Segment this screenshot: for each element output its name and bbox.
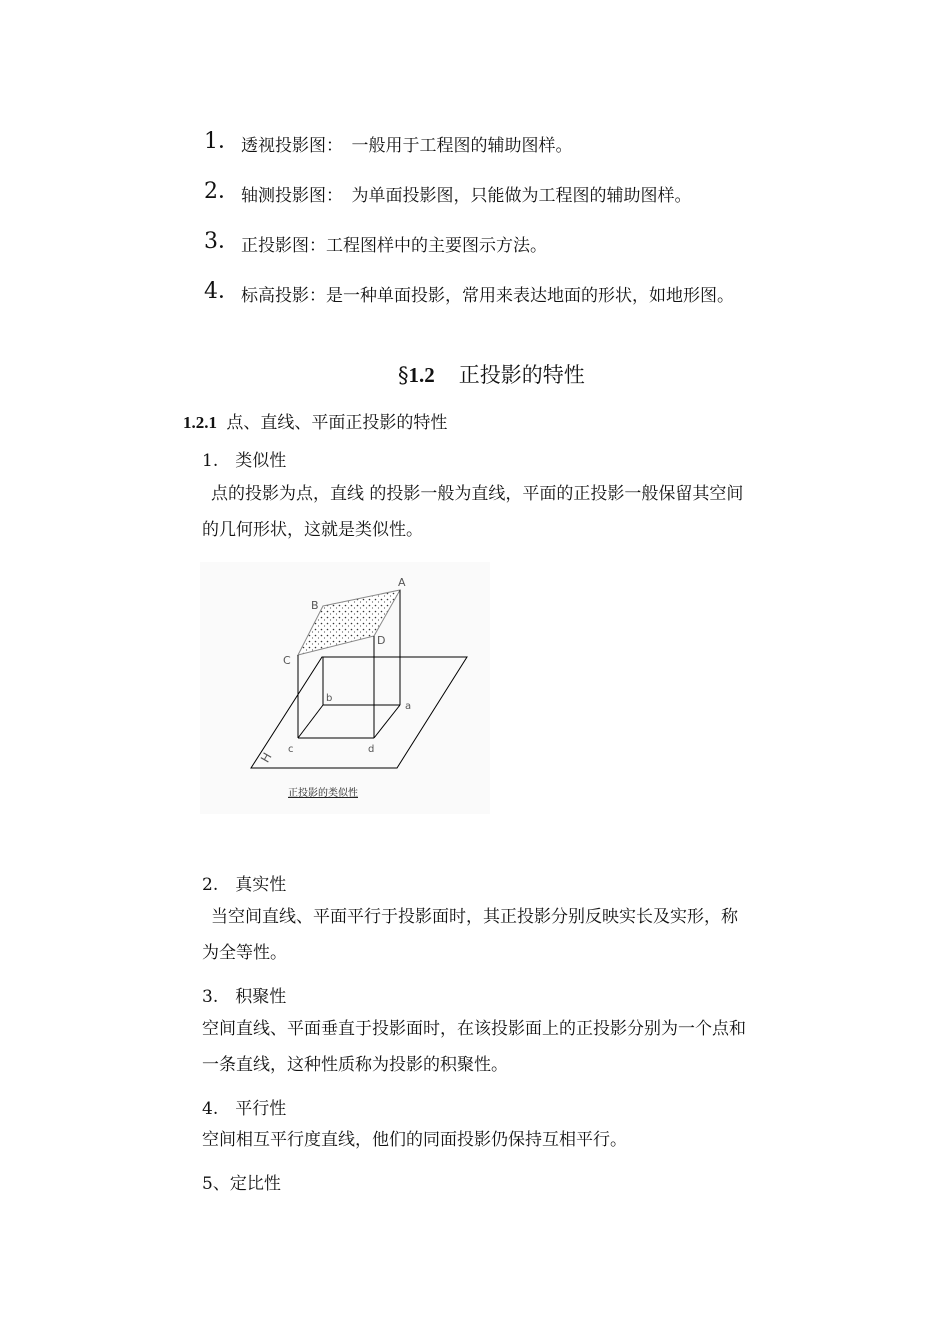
section-title: [398, 359, 585, 389]
list-number-2: 2．: [204, 179, 240, 204]
label-d-lower: d: [368, 744, 375, 755]
list-text-2: 轴测投影图： 为单面投影图，只能做为工程图的辅助图样。: [241, 186, 692, 206]
property-heading-2: 2. 真实性: [202, 875, 287, 895]
figure-caption: 正投影的类似性: [288, 788, 358, 799]
property-text-1-line1: 点的投影为点，直线 的投影一般为直线，平面的正投影一般保留其空间: [211, 484, 744, 504]
property-heading-5: 5、定比性: [202, 1174, 281, 1194]
list-text-4: 标高投影：是一种单面投影，常用来表达地面的形状，如地形图。: [241, 286, 734, 306]
label-d-upper: D: [377, 634, 386, 647]
property-text-1-line2: 的几何形状，这就是类似性。: [202, 520, 423, 540]
list-number-3: 3．: [204, 229, 240, 254]
section-symbol: §: [398, 363, 409, 387]
property-heading-1: 1. 类似性: [202, 451, 287, 471]
property-text-4-line1: 空间相互平行度直线，他们的同面投影仍保持互相平行。: [202, 1130, 627, 1150]
list-text-3: 正投影图：工程图样中的主要图示方法。: [241, 236, 547, 256]
property-heading-3: 3. 积聚性: [202, 987, 287, 1007]
label-a-lower: a: [405, 701, 412, 712]
section-title-text: 正投影的特性: [458, 363, 585, 387]
list-text-1: 透视投影图： 一般用于工程图的辅助图样。: [241, 136, 573, 156]
subsection-heading: [183, 408, 447, 433]
label-b-upper: B: [311, 599, 319, 612]
property-text-3-line1: 空间直线、平面垂直于投影面时，在该投影面上的正投影分别为一个点和: [202, 1019, 746, 1039]
section-number: 1.2: [408, 363, 435, 387]
label-a-upper: A: [398, 576, 406, 589]
list-number-4: 4．: [204, 279, 240, 304]
label-h: H: [257, 750, 275, 765]
property-text-3-line2: 一条直线，这种性质称为投影的积聚性。: [202, 1055, 508, 1075]
figure-drawing: [200, 562, 490, 814]
property-heading-4: 4. 平行性: [202, 1099, 287, 1119]
subsection-number: 1.2.1: [183, 413, 217, 432]
label-b-lower: b: [326, 693, 333, 704]
figure-similarity: [200, 562, 490, 814]
label-c-upper: C: [283, 654, 291, 667]
property-text-2-line2: 为全等性。: [202, 943, 287, 963]
label-c-lower: c: [288, 744, 294, 755]
plane-h: [251, 657, 467, 768]
list-number-1: 1．: [204, 129, 240, 154]
subsection-title: 点、直线、平面正投影的特性: [226, 413, 448, 433]
property-text-2-line1: 当空间直线、平面平行于投影面时，其正投影分别反映实长及实形，称: [211, 907, 738, 927]
